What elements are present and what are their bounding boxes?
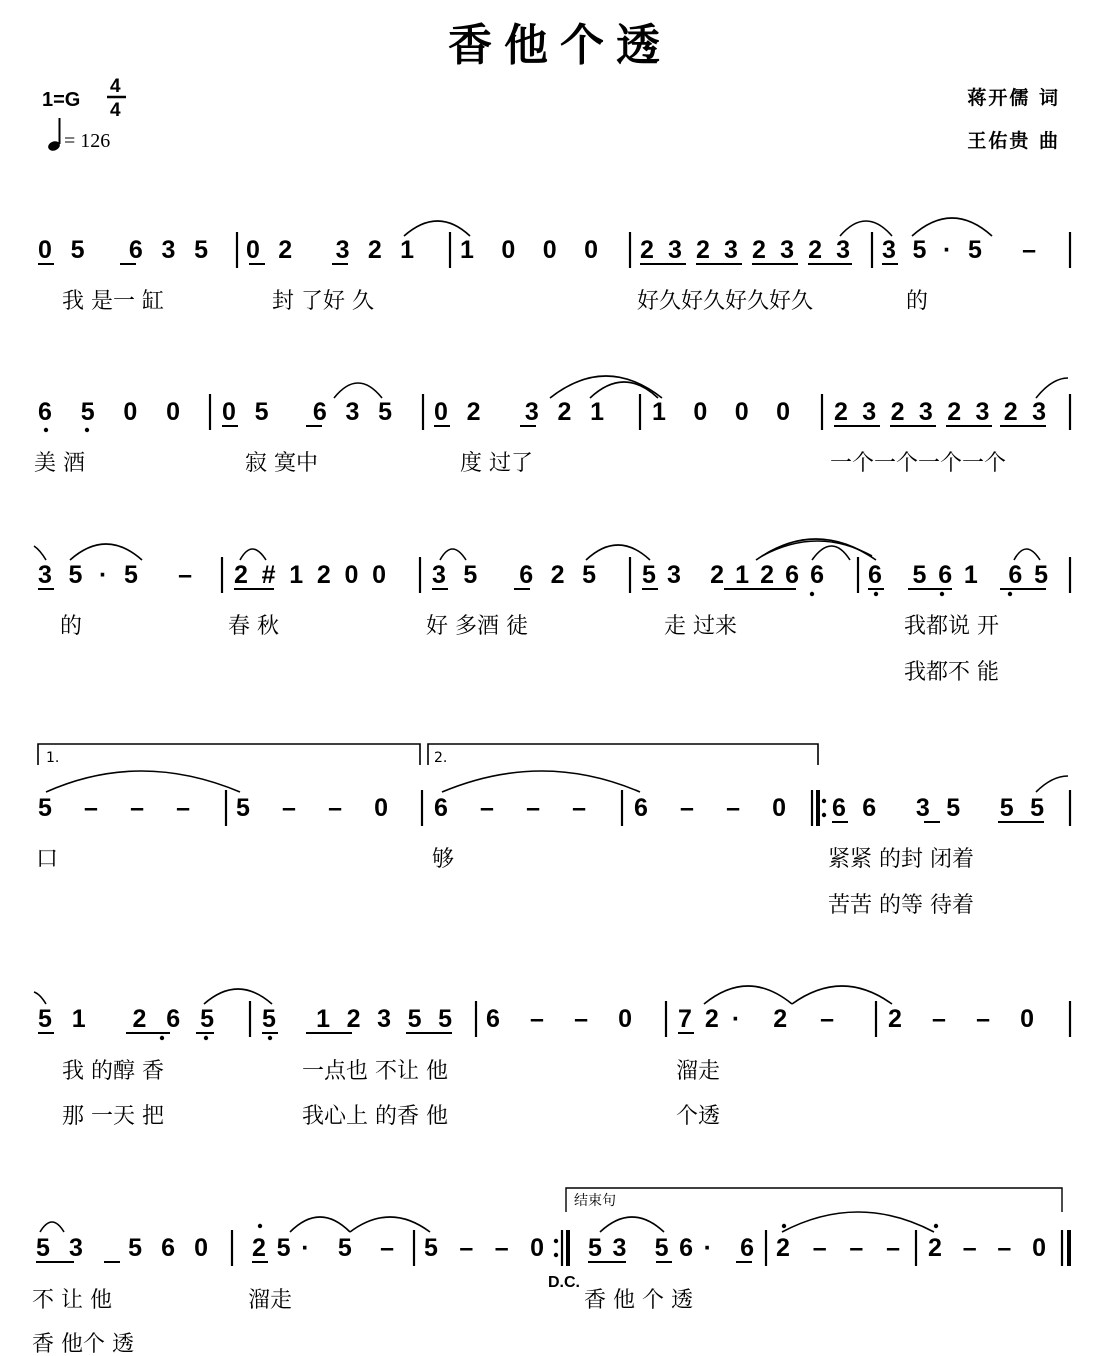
lyric-line: 我 是一 缸 bbox=[62, 289, 164, 314]
measure-notes: 6500 bbox=[38, 398, 180, 426]
lyric-line: 个透 bbox=[676, 1104, 721, 1129]
lyric-line: 紧紧 的封 闭着 bbox=[828, 847, 974, 872]
score-row-6 bbox=[32, 1188, 1069, 1356]
lyric-line: 走 过来 bbox=[664, 614, 737, 639]
measure-notes: 66 35 55 bbox=[832, 794, 1044, 822]
lyric-line: 度 过了 bbox=[460, 451, 533, 476]
lyric-line: 不 让 他 bbox=[32, 1288, 112, 1313]
lyric-line: 封 了好 久 bbox=[272, 289, 374, 314]
score-row-5 bbox=[34, 986, 1070, 1129]
lyric-line: 寂 寞中 bbox=[245, 451, 318, 476]
measure-notes: 2 – – 0 bbox=[928, 1234, 1046, 1262]
lyric-line: 那 一天 把 bbox=[62, 1104, 164, 1129]
lyric-line: 一点也 不让 他 bbox=[302, 1059, 448, 1084]
volta-label: 1. bbox=[46, 750, 60, 766]
measure-notes: 5 12355 bbox=[262, 1005, 452, 1033]
ending-label: 结束句 bbox=[574, 1193, 616, 1209]
measure-notes: 1000 bbox=[652, 398, 790, 426]
score-row-4 bbox=[36, 744, 1070, 918]
svg-text:4: 4 bbox=[110, 76, 121, 97]
lyric-line: 我都说 开 bbox=[904, 614, 999, 639]
measure-notes: 1000 bbox=[460, 236, 598, 264]
song-title: 香他个透 bbox=[448, 20, 672, 71]
lyric-line: 我心上 的香 他 bbox=[302, 1104, 448, 1129]
measure-notes: 35·5 – bbox=[882, 236, 1036, 264]
measure-notes: 72· 2 – bbox=[678, 1005, 834, 1033]
measure-notes: 25· 5 – bbox=[252, 1234, 394, 1262]
measure-notes: 35 625 bbox=[432, 561, 596, 589]
ending-bracket bbox=[566, 1188, 1062, 1212]
lyric-line: 我 的醇 香 bbox=[62, 1059, 164, 1084]
measure-notes: 02 321 bbox=[434, 398, 604, 426]
measure-notes: 53 56· 6 bbox=[588, 1234, 754, 1262]
lyric-line: 香 他个 透 bbox=[32, 1332, 134, 1356]
lyric-line: 美 酒 bbox=[34, 451, 85, 476]
lyric-line: 一个一个一个一个 bbox=[830, 451, 1007, 476]
score-row-2 bbox=[34, 376, 1070, 476]
lyric-line: 春 秋 bbox=[228, 614, 279, 639]
measure-notes: 6 – – 0 bbox=[634, 794, 786, 822]
lyric-line: 口 bbox=[36, 847, 59, 872]
score-row-1 bbox=[38, 218, 1070, 314]
lyric-line: 好 多酒 徒 bbox=[426, 614, 528, 639]
measure-notes: 23232323 bbox=[640, 236, 850, 264]
measure-notes: 2 – – 0 bbox=[888, 1005, 1034, 1033]
measure-notes: 23232323 bbox=[834, 398, 1046, 426]
measure-notes: 5 – – 0 bbox=[236, 794, 388, 822]
lyric-line: 溜走 bbox=[248, 1288, 293, 1313]
lyric-line: 香 他 个 透 bbox=[584, 1288, 693, 1313]
volta-bracket-1 bbox=[38, 744, 420, 765]
lyric-line: 溜走 bbox=[676, 1059, 721, 1084]
dc-marking: D.C. bbox=[548, 1274, 580, 1291]
measure-notes: 53 560 bbox=[36, 1234, 208, 1262]
measure-notes: 05 635 bbox=[38, 236, 208, 264]
measure-notes: 5 – – – bbox=[38, 794, 190, 822]
composer-credit: 王佑贵 曲 bbox=[967, 130, 1060, 152]
measure-notes: 6 – – 0 bbox=[486, 1005, 632, 1033]
measure-notes: 6 – – – bbox=[434, 794, 586, 822]
measure-notes: 05 635 bbox=[222, 398, 392, 426]
key-signature bbox=[42, 89, 80, 111]
svg-text:4: 4 bbox=[110, 100, 121, 121]
measure-notes: 35·5 – bbox=[38, 561, 192, 589]
lyric-line: 的 bbox=[906, 289, 929, 314]
measure-notes: 2 – – – bbox=[776, 1234, 900, 1262]
lyric-line: 好久好久好久好久 bbox=[637, 289, 814, 314]
lyric-line: 苦苦 的等 待着 bbox=[828, 893, 974, 918]
measure-notes: 6 561 65 bbox=[868, 561, 1048, 589]
volta-label: 2. bbox=[434, 750, 448, 766]
lyric-line: 的 bbox=[60, 614, 83, 639]
lyric-line: 我都不 能 bbox=[904, 660, 999, 685]
measure-notes: 5 – – 0 bbox=[424, 1234, 544, 1262]
score-row-3 bbox=[34, 539, 1070, 685]
lyricist-credit: 蒋开儒 词 bbox=[967, 87, 1060, 109]
measure-notes: 2#1200 bbox=[234, 561, 386, 589]
lyric-line: 够 bbox=[432, 847, 455, 872]
measure-notes: 53 21266 bbox=[642, 561, 824, 589]
svg-text:= 126: = 126 bbox=[64, 130, 111, 152]
svg-text:1=G: 1=G bbox=[42, 89, 81, 111]
measure-notes: 02 321 bbox=[246, 236, 414, 264]
measure-notes: 51 265 bbox=[38, 1005, 214, 1033]
volta-bracket-2 bbox=[428, 744, 818, 765]
time-signature bbox=[107, 76, 126, 121]
tempo-marking bbox=[47, 118, 110, 152]
